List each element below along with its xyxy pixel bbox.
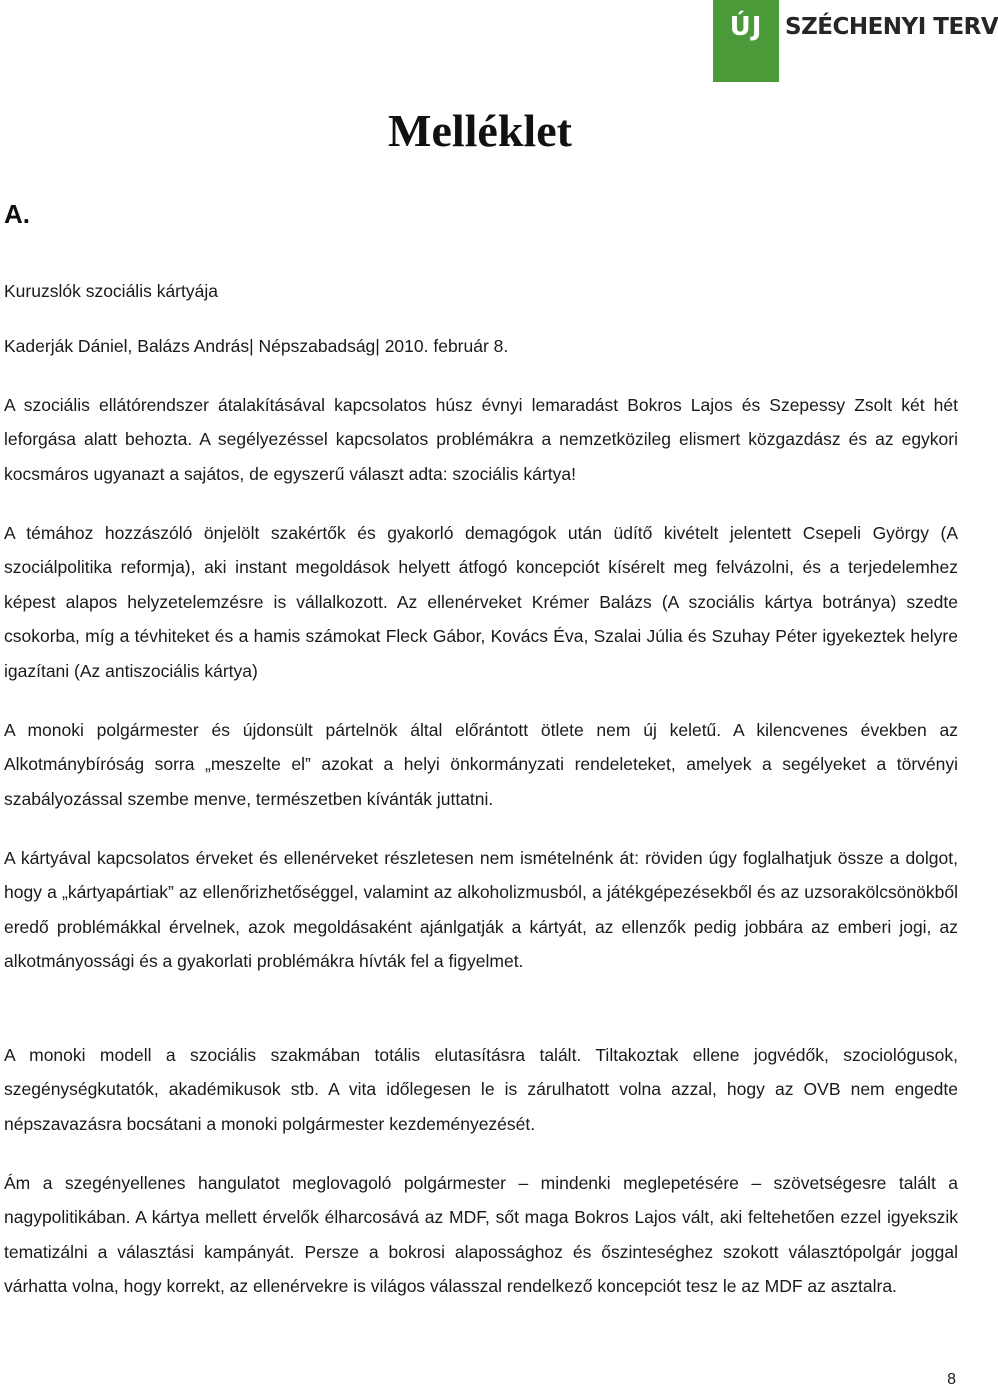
byline: Kaderják Dániel, Balázs András| Népszabadság| 2010. február 8. [4, 336, 509, 356]
paragraph-4: A kártyával kapcsolatos érveket és ellenérveket részletesen nem ismételnénk át: röviden úgy foglalhatjuk össze a dolgot, hogy a „kártyapártiak” az ellenőrizhetőséggel, valamint az alkoholizmusból, a játékgépezésekből és az uzsorakölcsönökből eredő problémákkal érvelnek, azok megoldásaként ajánlgatják a kártyát, az ellenzők pedig jobbára az emberi jogi, az alkotmányossági és a gyakorlati problémákra hívták fel a figyelmet. [4, 848, 958, 972]
paragraph-2: A témához hozzászóló önjelölt szakértők és gyakorló demagógok után üdítő kivételt jelentett Csepeli György (A szociálpolitika reformja), aki instant megoldások helyett átfogó koncepciót kísérelt meg felvázolni, és a terjedelemhez képest alapos helyzetelemzésre is vállalkozott. Az ellenérveket Krémer Balázs (A szociális kártya botránya) szedte csokorba, míg a tévhiteket és a hamis számokat Fleck Gábor, Kovács Éva, Szalai Júlia és Szuhay Péter igyekeztek helyre igazítani (Az antiszociális kártya) [4, 523, 958, 681]
logo-text: SZÉCHENYI TERV [785, 14, 998, 40]
paragraph-3: A monoki polgármester és újdonsült pártelnök által előrántott ötlete nem új keletű. A kilencvenes években az Alkotmánybíróság sorra „meszelte el” azokat a helyi önkormányzati rendeleteket, amelyek a segélyeket a törvényi szabályozással szembe menve, természetben kívánták juttatni. [4, 720, 958, 809]
section-letter: A. [4, 199, 30, 229]
paragraph-5: A monoki modell a szociális szakmában totális elutasításra talált. Tiltakoztak ellene jogvédők, szociológusok, szegénységkutatók, akadémikusok stb. A vita időlegesen le is zárulhatott volna azzal, hogy az OVB nem engedte népszavazásra bocsátani a monoki polgármester kezdeményezését. [4, 1045, 958, 1134]
page-title: Melléklet [388, 105, 572, 156]
article-title: Kuruzslók szociális kártyája [4, 281, 218, 301]
szechenyi-terv-logo [713, 0, 998, 82]
logo-badge [713, 0, 779, 82]
page-number: 8 [947, 1371, 956, 1388]
logo-badge-text: ÚJ [729, 12, 763, 42]
paragraph-6: Ám a szegényellenes hangulatot meglovagoló polgármester – mindenki meglepetésére – szövetségesre talált a nagypolitikában. A kártya mellett érvelők élharcosává az MDF, sőt maga Bokros Lajos vált, aki feltehetően ezzel igyekszik tematizálni a választási kampányát. Persze a bokrosi alapossághoz és őszinteséghez szokott választópolgár joggal várhatta volna, hogy korrekt, az ellenérvekre is világos válasszal rendelkező koncepciót tesz le az MDF az asztalra. [4, 1173, 958, 1297]
paragraph-1: A szociális ellátórendszer átalakításával kapcsolatos húsz évnyi lemaradást Bokros Lajos és Szepessy Zsolt két hét leforgása alatt behozta. A segélyezéssel kapcsolatos problémákra a nemzetközileg elismert közgazdász és az egykori kocsmáros ugyanazt a sajátos, de egyszerű választ adta: szociális kártya! [4, 395, 958, 484]
